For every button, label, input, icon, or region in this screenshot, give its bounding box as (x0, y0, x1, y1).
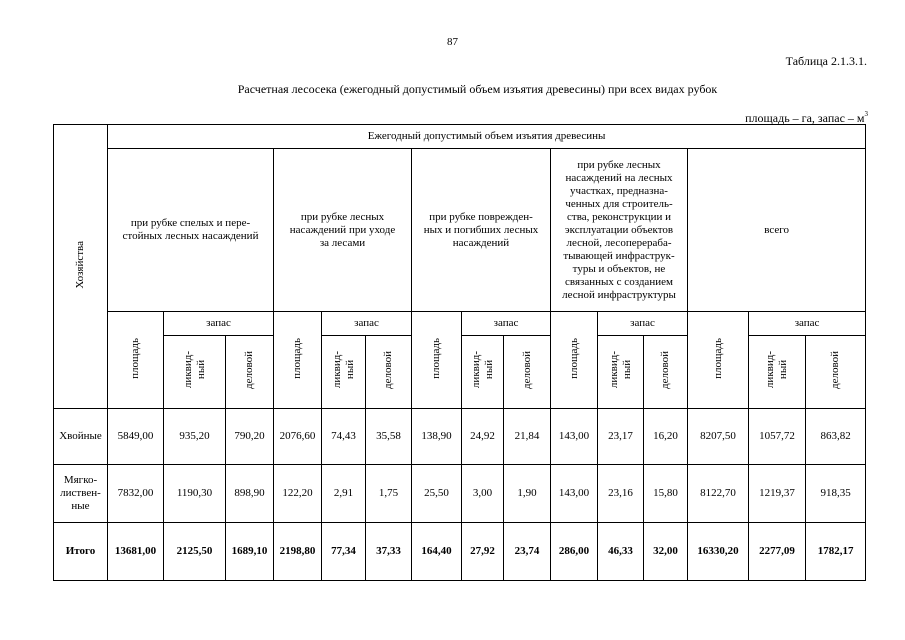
table-cell: 35,58 (366, 409, 412, 465)
units-text: площадь – га, запас – м (745, 111, 865, 125)
header-liquid-label: ликвид- ный (607, 351, 633, 389)
row-label: Итого (54, 523, 108, 581)
table-cell: 935,20 (164, 409, 226, 465)
header-liquid (322, 336, 366, 409)
table-title: Расчетная лесосека (ежегодный допустимый объем изъятия древесины) при всех видах рубок (237, 82, 718, 96)
header-area-label: площадь (711, 337, 724, 379)
page-number: 87 (447, 36, 458, 48)
header-liquid-label: ликвид- ный (181, 351, 207, 389)
table-cell: 21,84 (504, 409, 551, 465)
header-business-label: деловой (382, 351, 394, 389)
table-cell: 2125,50 (164, 523, 226, 581)
header-group-construction: при рубке лесных насаждений на лесных участках, предназна- ченных для строитель- ства, реконструкции и эксплуатации объектов лесной, лесоперераба- тывающей инфраструк- туры и объектов, не связанных с созданием лесной инфраструктуры (551, 149, 688, 312)
table-cell: 8207,50 (688, 409, 749, 465)
header-business (366, 336, 412, 409)
header-area (274, 312, 322, 409)
header-business (226, 336, 274, 409)
header-business (644, 336, 688, 409)
header-area (108, 312, 164, 409)
table-cell: 46,33 (598, 523, 644, 581)
header-liquid (462, 336, 504, 409)
table-cell: 25,50 (412, 465, 462, 523)
table-cell: 15,80 (644, 465, 688, 523)
table-number: Таблица 2.1.3.1. (785, 54, 867, 68)
table-cell: 27,92 (462, 523, 504, 581)
header-business-label: деловой (659, 351, 671, 389)
header-stock: запас (462, 312, 551, 336)
header-area-label: площадь (129, 337, 141, 379)
header-area (412, 312, 462, 409)
table-cell: 1190,30 (164, 465, 226, 523)
header-stock: запас (749, 312, 866, 336)
header-group-damaged: при рубке поврежден- ных и погибших лесных насаждений (412, 149, 551, 312)
table-cell: 143,00 (551, 409, 598, 465)
table-cell: 2198,80 (274, 523, 322, 581)
header-stock: запас (322, 312, 412, 336)
header-liquid-label: ликвид- ный (469, 351, 495, 389)
table-cell: 1057,72 (749, 409, 806, 465)
table-cell: 863,82 (806, 409, 866, 465)
header-liquid (598, 336, 644, 409)
header-group-total: всего (688, 149, 866, 312)
table-cell: 1,90 (504, 465, 551, 523)
header-liquid-label: ликвид- ный (764, 351, 789, 389)
table-cell: 23,74 (504, 523, 551, 581)
table-cell: 16,20 (644, 409, 688, 465)
table-cell: 1689,10 (226, 523, 274, 581)
header-area-label: площадь (291, 337, 303, 379)
header-area (688, 312, 749, 409)
row-label: Мягко- листвен- ные (54, 465, 108, 523)
table-cell: 37,33 (366, 523, 412, 581)
row-label: Хвойные (54, 409, 108, 465)
header-area (551, 312, 598, 409)
table-cell: 5849,00 (108, 409, 164, 465)
table-cell: 74,43 (322, 409, 366, 465)
table-cell: 3,00 (462, 465, 504, 523)
table-cell: 286,00 (551, 523, 598, 581)
header-business (504, 336, 551, 409)
table-cell: 138,90 (412, 409, 462, 465)
header-farms (54, 125, 108, 409)
table-cell: 23,17 (598, 409, 644, 465)
table-cell: 8122,70 (688, 465, 749, 523)
table-cell: 16330,20 (688, 523, 749, 581)
header-group-mature: при рубке спелых и пере- стойных лесных насаждений (108, 149, 274, 312)
header-group-care: при рубке лесных насаждений при уходе за лесами (274, 149, 412, 312)
table-cell: 7832,00 (108, 465, 164, 523)
table-cell: 122,20 (274, 465, 322, 523)
header-business-label: деловой (829, 351, 842, 389)
header-stock: запас (598, 312, 688, 336)
table-row-softwood (54, 465, 866, 523)
table-cell: 898,90 (226, 465, 274, 523)
table-cell: 23,16 (598, 465, 644, 523)
table-cell: 77,34 (322, 523, 366, 581)
header-liquid-label: ликвид- ный (330, 351, 356, 389)
header-stock: запас (164, 312, 274, 336)
table-cell: 1782,17 (806, 523, 866, 581)
header-farms-label: Хозяйства (74, 240, 86, 289)
header-business-label: деловой (243, 351, 255, 389)
header-liquid (749, 336, 806, 409)
table-cell: 2,91 (322, 465, 366, 523)
table-row-conifer (54, 409, 866, 465)
table-cell: 1219,37 (749, 465, 806, 523)
table-cell: 164,40 (412, 523, 462, 581)
table-cell: 24,92 (462, 409, 504, 465)
table-row-total (54, 523, 866, 581)
table-cell: 790,20 (226, 409, 274, 465)
header-business (806, 336, 866, 409)
table-cell: 918,35 (806, 465, 866, 523)
table-cell: 143,00 (551, 465, 598, 523)
table-cell: 13681,00 (108, 523, 164, 581)
header-area-label: площадь (567, 337, 580, 379)
header-business-label: деловой (520, 351, 533, 389)
table-cell: 2076,60 (274, 409, 322, 465)
table-cell: 32,00 (644, 523, 688, 581)
units-superscript: 3 (864, 110, 868, 118)
table-cell: 2277,09 (749, 523, 806, 581)
header-area-label: площадь (430, 337, 442, 379)
harvest-table (53, 124, 866, 581)
header-liquid (164, 336, 226, 409)
header-main: Ежегодный допустимый объем изъятия древесины (108, 125, 866, 149)
table-cell: 1,75 (366, 465, 412, 523)
